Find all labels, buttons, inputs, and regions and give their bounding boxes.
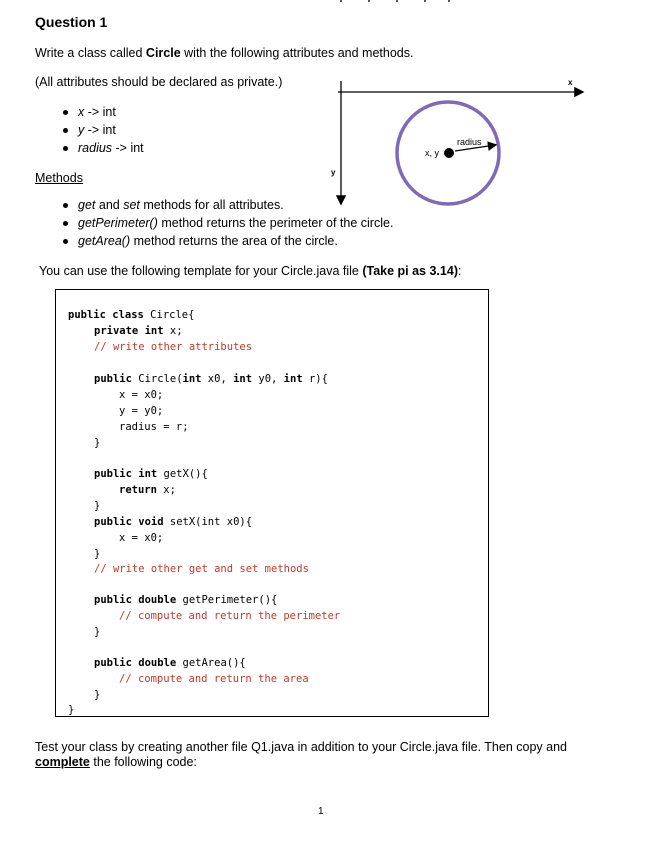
code-line: return x; — [119, 484, 176, 496]
bullet-icon — [63, 110, 68, 115]
code-line: } — [68, 704, 75, 716]
test-instruction-line1: Test your class by creating another file Q1.java in addition to your Circle.java file. Then copy and — [35, 740, 567, 754]
test-instruction-line2: complete the following code: — [35, 755, 197, 769]
code-comment: // compute and return the perimeter — [119, 610, 341, 622]
private-note: (All attributes should be declared as private.) — [35, 75, 283, 89]
method-item: get and set methods for all attributes. — [78, 198, 284, 212]
page-number: 1 — [318, 806, 324, 817]
code-line: public double getArea(){ — [94, 657, 246, 669]
attribute-item: y -> int — [78, 123, 116, 137]
methods-heading: Methods — [35, 171, 83, 185]
code-line: public Circle(int x0, int y0, int r){ — [94, 373, 328, 385]
code-line: } — [94, 689, 101, 701]
code-line: public int getX(){ — [94, 468, 208, 480]
code-line: x = x0; — [119, 532, 164, 544]
code-template-box — [55, 289, 489, 717]
code-line: public double getPerimeter(){ — [94, 594, 278, 606]
center-label: x, y — [425, 148, 440, 158]
code-line: } — [94, 548, 101, 560]
code-comment: // write other get and set methods — [94, 563, 309, 575]
method-item: getPerimeter() method returns the perimeter of the circle. — [78, 216, 394, 230]
attribute-item: x -> int — [78, 105, 116, 119]
code-line: } — [94, 500, 101, 512]
code-line: private int x; — [94, 325, 183, 337]
code-line: public void setX(int x0){ — [94, 516, 253, 528]
radius-label: radius — [457, 137, 482, 147]
bullet-icon — [63, 146, 68, 151]
attribute-item: radius -> int — [78, 141, 144, 155]
code-line: y = y0; — [119, 405, 164, 417]
top-edge-marks — [340, 0, 450, 2]
template-instruction: You can use the following template for your Circle.java file (Take pi as 3.14): — [39, 264, 462, 278]
bullet-icon — [63, 239, 68, 244]
method-item: getArea() method returns the area of the circle. — [78, 234, 338, 248]
bullet-icon — [63, 221, 68, 226]
question-heading: Question 1 — [35, 14, 108, 30]
bullet-icon — [63, 128, 68, 133]
code-line: } — [94, 626, 101, 638]
code-comment: // compute and return the area — [119, 673, 309, 685]
y-axis-label: y — [331, 168, 336, 177]
code-line: x = x0; — [119, 389, 164, 401]
code-line: public class Circle{ — [68, 309, 195, 321]
center-point-icon — [444, 148, 454, 158]
code-line: } — [94, 437, 101, 449]
x-axis-label: x — [568, 78, 573, 87]
code-line: radius = r; — [119, 421, 189, 433]
intro-text: Write a class called Circle with the following attributes and methods. — [35, 46, 414, 60]
code-comment: // write other attributes — [94, 341, 253, 353]
bullet-icon — [63, 203, 68, 208]
